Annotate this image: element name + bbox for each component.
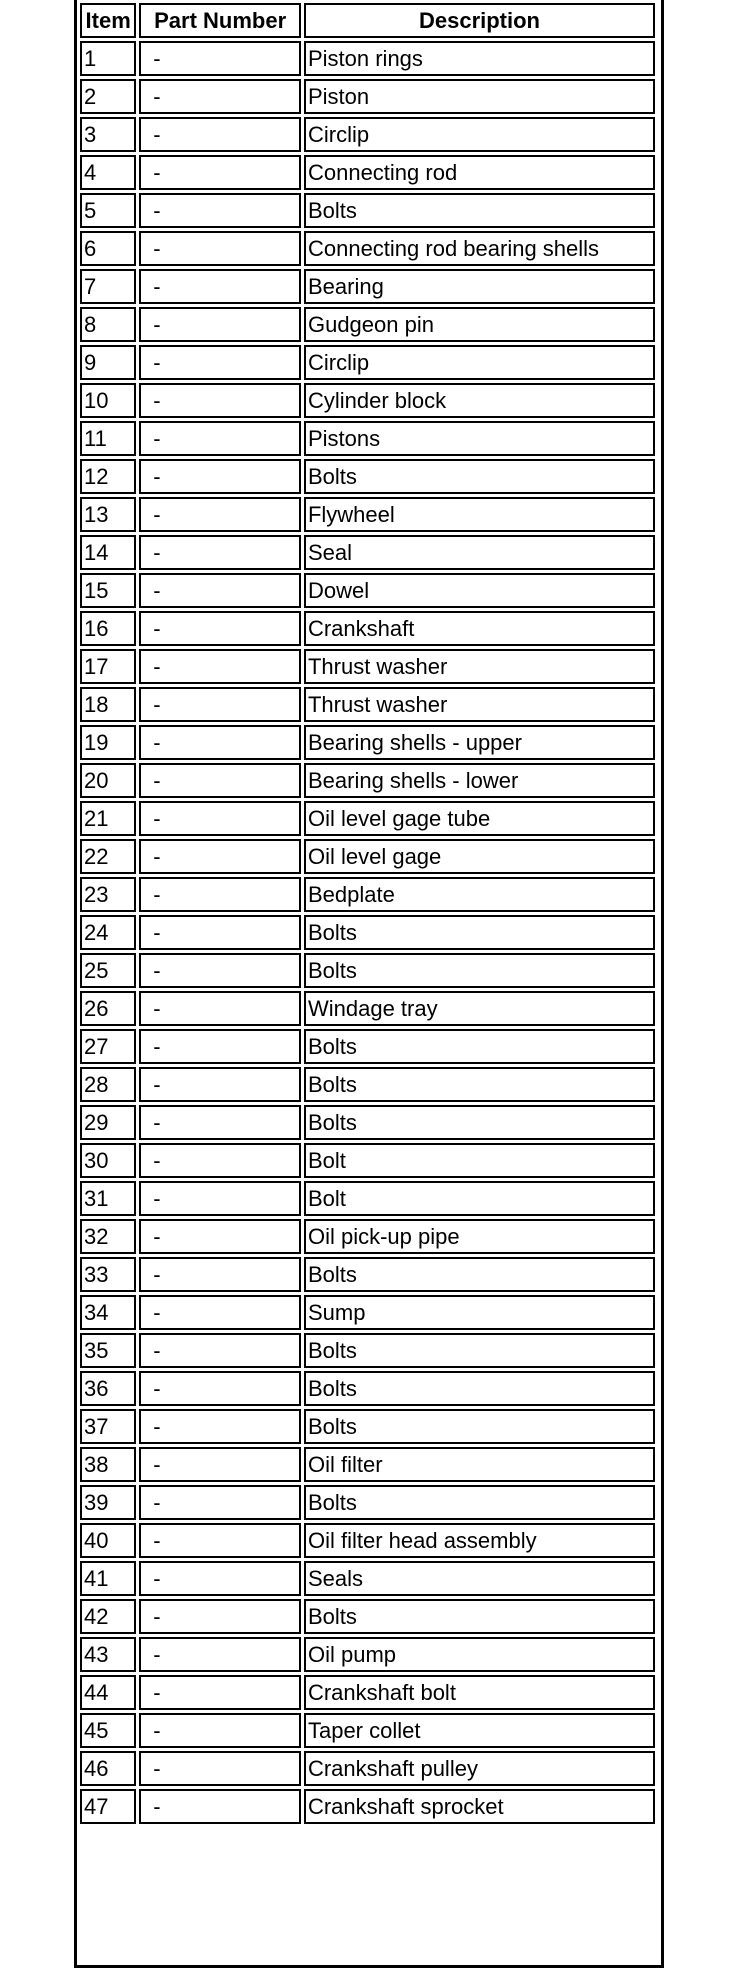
parts-table [77,0,658,1827]
item-cell: 44 [80,1675,136,1710]
item-cell: 1 [80,41,136,76]
item-cell: 35 [80,1333,136,1368]
item-cell: 46 [80,1751,136,1786]
item-cell: 11 [80,421,136,456]
description-cell: Bearing shells - upper [304,725,655,760]
item-cell: 40 [80,1523,136,1558]
table-row [80,383,655,418]
description-cell: Bolts [304,1105,655,1140]
item-cell: 14 [80,535,136,570]
description-cell: Flywheel [304,497,655,532]
table-row [80,41,655,76]
part-number-cell: - [139,1029,301,1064]
description-cell: Bedplate [304,877,655,912]
part-number-cell: - [139,1067,301,1102]
table-row [80,1105,655,1140]
part-number-cell: - [139,459,301,494]
item-cell: 33 [80,1257,136,1292]
part-number-cell: - [139,1409,301,1444]
part-number-cell: - [139,117,301,152]
table-row [80,1637,655,1672]
description-cell: Crankshaft sprocket [304,1789,655,1824]
part-number-cell: - [139,1599,301,1634]
item-cell: 13 [80,497,136,532]
description-cell: Oil filter [304,1447,655,1482]
part-number-cell: - [139,763,301,798]
description-cell: Bolts [304,459,655,494]
item-cell: 22 [80,839,136,874]
description-cell: Bolts [304,953,655,988]
part-number-cell: - [139,1675,301,1710]
part-number-cell: - [139,497,301,532]
table-row [80,1371,655,1406]
table-row [80,459,655,494]
item-cell: 3 [80,117,136,152]
part-number-cell: - [139,1105,301,1140]
part-number-cell: - [139,687,301,722]
table-row [80,573,655,608]
item-cell: 20 [80,763,136,798]
item-cell: 42 [80,1599,136,1634]
table-row [80,953,655,988]
table-row [80,1485,655,1520]
description-cell: Pistons [304,421,655,456]
table-row [80,915,655,950]
part-number-cell: - [139,345,301,380]
part-number-cell: - [139,1789,301,1824]
description-cell: Oil filter head assembly [304,1523,655,1558]
item-cell: 6 [80,231,136,266]
part-number-cell: - [139,1447,301,1482]
part-number-cell: - [139,991,301,1026]
part-number-cell: - [139,1333,301,1368]
table-row [80,763,655,798]
part-number-cell: - [139,79,301,114]
item-cell: 30 [80,1143,136,1178]
item-cell: 31 [80,1181,136,1216]
description-cell: Bolts [304,1599,655,1634]
part-number-cell: - [139,839,301,874]
table-row [80,231,655,266]
table-row [80,421,655,456]
part-number-cell: - [139,801,301,836]
item-cell: 23 [80,877,136,912]
item-cell: 21 [80,801,136,836]
item-cell: 16 [80,611,136,646]
item-cell: 34 [80,1295,136,1330]
item-cell: 19 [80,725,136,760]
table-row [80,1561,655,1596]
item-cell: 17 [80,649,136,684]
description-cell: Bolts [304,1409,655,1444]
part-number-cell: - [139,1561,301,1596]
description-cell: Oil pick-up pipe [304,1219,655,1254]
column-header-item: Item [80,3,136,38]
description-cell: Crankshaft bolt [304,1675,655,1710]
description-cell: Bolts [304,915,655,950]
item-cell: 2 [80,79,136,114]
part-number-cell: - [139,1371,301,1406]
item-cell: 9 [80,345,136,380]
part-number-cell: - [139,535,301,570]
item-cell: 39 [80,1485,136,1520]
part-number-cell: - [139,307,301,342]
description-cell: Cylinder block [304,383,655,418]
item-cell: 12 [80,459,136,494]
description-cell: Taper collet [304,1713,655,1748]
description-cell: Bolts [304,1067,655,1102]
table-body [80,41,655,1824]
table-row [80,687,655,722]
column-header-part-number: Part Number [139,3,301,38]
item-cell: 26 [80,991,136,1026]
item-cell: 25 [80,953,136,988]
item-cell: 8 [80,307,136,342]
description-cell: Thrust washer [304,649,655,684]
description-cell: Bearing [304,269,655,304]
description-cell: Crankshaft [304,611,655,646]
part-number-cell: - [139,877,301,912]
part-number-cell: - [139,573,301,608]
item-cell: 36 [80,1371,136,1406]
item-cell: 15 [80,573,136,608]
description-cell: Sump [304,1295,655,1330]
table-row [80,79,655,114]
part-number-cell: - [139,1257,301,1292]
part-number-cell: - [139,1523,301,1558]
description-cell: Bolts [304,1029,655,1064]
table-row [80,307,655,342]
description-cell: Seal [304,535,655,570]
item-cell: 37 [80,1409,136,1444]
table-row [80,497,655,532]
part-number-cell: - [139,231,301,266]
table-row [80,1333,655,1368]
item-cell: 45 [80,1713,136,1748]
description-cell: Windage tray [304,991,655,1026]
item-cell: 27 [80,1029,136,1064]
column-header-description: Description [304,3,655,38]
table-row [80,1029,655,1064]
part-number-cell: - [139,611,301,646]
description-cell: Oil level gage [304,839,655,874]
table-row [80,839,655,874]
part-number-cell: - [139,1637,301,1672]
table-row [80,1447,655,1482]
item-cell: 7 [80,269,136,304]
table-row [80,1295,655,1330]
description-cell: Oil pump [304,1637,655,1672]
table-row [80,1713,655,1748]
part-number-cell: - [139,1713,301,1748]
part-number-cell: - [139,155,301,190]
table-row [80,801,655,836]
table-row [80,1067,655,1102]
part-number-cell: - [139,1295,301,1330]
table-row [80,1219,655,1254]
description-cell: Oil level gage tube [304,801,655,836]
item-cell: 47 [80,1789,136,1824]
table-row [80,1143,655,1178]
description-cell: Bolts [304,1333,655,1368]
part-number-cell: - [139,915,301,950]
part-number-cell: - [139,953,301,988]
description-cell: Connecting rod bearing shells [304,231,655,266]
item-cell: 4 [80,155,136,190]
description-cell: Bearing shells - lower [304,763,655,798]
part-number-cell: - [139,1751,301,1786]
table-row [80,877,655,912]
parts-table-frame [74,0,664,1968]
item-cell: 38 [80,1447,136,1482]
table-header-row [80,3,655,38]
part-number-cell: - [139,421,301,456]
part-number-cell: - [139,383,301,418]
description-cell: Connecting rod [304,155,655,190]
item-cell: 43 [80,1637,136,1672]
part-number-cell: - [139,649,301,684]
table-row [80,193,655,228]
table-row [80,1523,655,1558]
table-row [80,117,655,152]
table-row [80,1789,655,1824]
item-cell: 10 [80,383,136,418]
part-number-cell: - [139,193,301,228]
table-row [80,991,655,1026]
part-number-cell: - [139,269,301,304]
table-row [80,155,655,190]
item-cell: 28 [80,1067,136,1102]
table-row [80,1675,655,1710]
table-row [80,535,655,570]
part-number-cell: - [139,1181,301,1216]
description-cell: Bolts [304,193,655,228]
item-cell: 41 [80,1561,136,1596]
description-cell: Bolts [304,1485,655,1520]
table-row [80,1181,655,1216]
description-cell: Circlip [304,345,655,380]
description-cell: Thrust washer [304,687,655,722]
part-number-cell: - [139,41,301,76]
table-row [80,269,655,304]
part-number-cell: - [139,1219,301,1254]
table-row [80,1599,655,1634]
description-cell: Piston rings [304,41,655,76]
item-cell: 18 [80,687,136,722]
table-row [80,1751,655,1786]
description-cell: Bolts [304,1371,655,1406]
table-row [80,345,655,380]
description-cell: Bolts [304,1257,655,1292]
description-cell: Seals [304,1561,655,1596]
description-cell: Piston [304,79,655,114]
table-row [80,611,655,646]
item-cell: 32 [80,1219,136,1254]
table-row [80,1257,655,1292]
table-row [80,725,655,760]
item-cell: 5 [80,193,136,228]
description-cell: Crankshaft pulley [304,1751,655,1786]
description-cell: Gudgeon pin [304,307,655,342]
description-cell: Bolt [304,1143,655,1178]
description-cell: Circlip [304,117,655,152]
table-row [80,1409,655,1444]
description-cell: Bolt [304,1181,655,1216]
part-number-cell: - [139,725,301,760]
table-row [80,649,655,684]
part-number-cell: - [139,1143,301,1178]
item-cell: 24 [80,915,136,950]
part-number-cell: - [139,1485,301,1520]
item-cell: 29 [80,1105,136,1140]
description-cell: Dowel [304,573,655,608]
